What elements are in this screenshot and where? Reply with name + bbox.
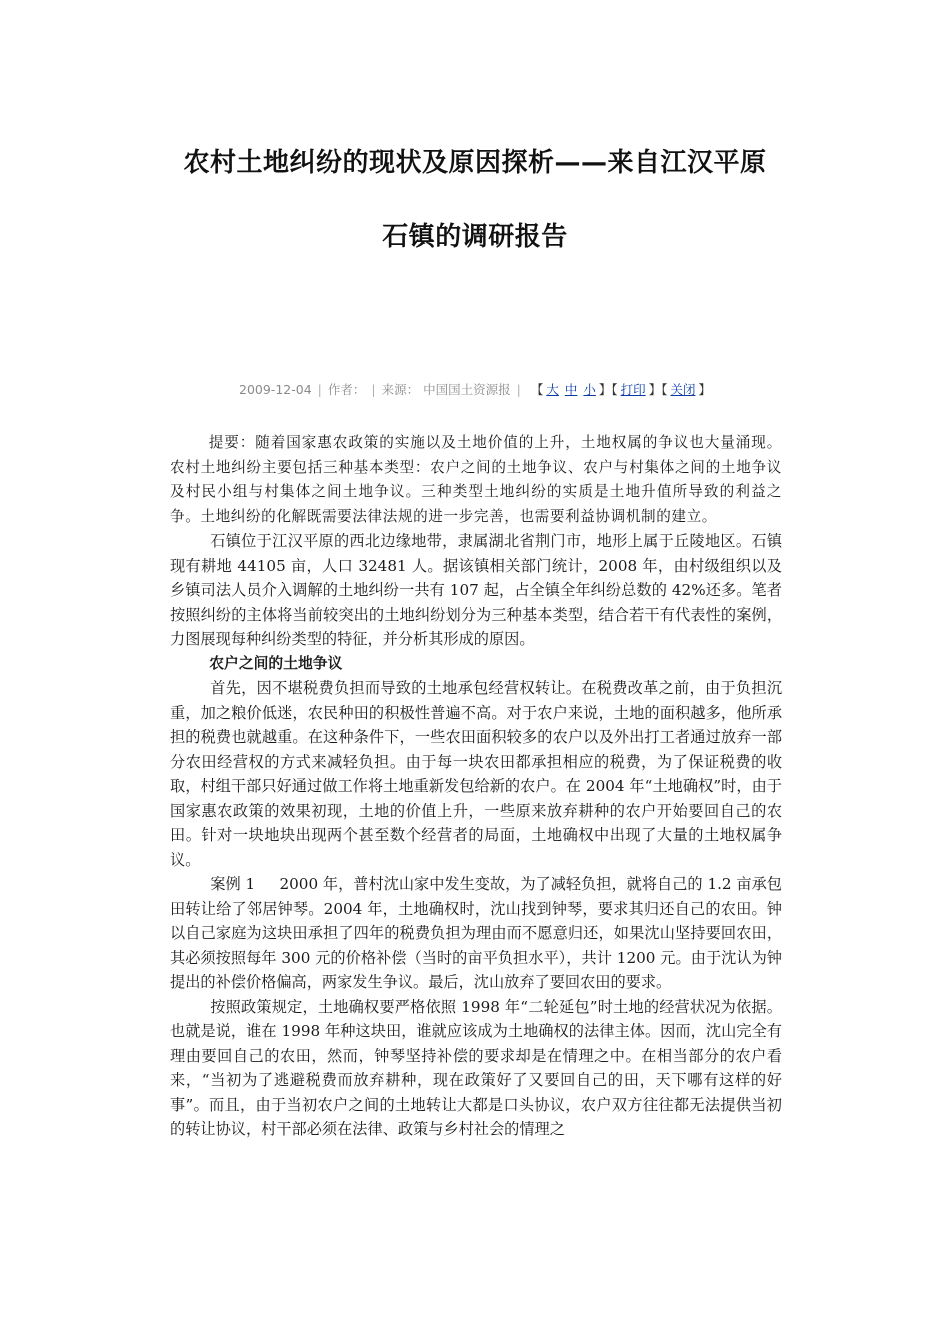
case-label: 案例 1 [210,875,256,893]
section-heading: 农户之间的土地争议 [209,654,343,672]
font-size-large-link[interactable]: 大 [546,382,559,397]
bracket-close: 】 [648,382,662,397]
case-text: 2000 年，普村沈山家中发生变故，为了减轻负担，就将自己的 1.2 亩承包田转让给了邻居钟琴。2004 年，土地确权时，沈山找到钟琴，要求其归还自己的农田。钟以自己家庭为这块田承担了四年的税费负担为理由而不愿意归还，如果沈山坚持要回农田，其必须按照每年 300 元的价格补偿（当时的亩平负担水平），共计 1200 元。由于沈认为钟提出的补偿价格偏高，两家发生争议。最后，沈山放弃了要回农田的要求。 [170,875,782,991]
meta-divider: | [371,382,376,397]
bracket-open: 【 [611,382,618,397]
font-size-medium-link[interactable]: 中 [564,382,578,397]
bracket-open: 【 [661,382,668,397]
abstract-paragraph: 提要：随着国家惠农政策的实施以及土地价值的上升，土地权属的争议也大量涌现。农村土地纠纷主要包括三种基本类型：农户之间的土地争议、农户与村集体之间的土地争议及村民小组与村集体之间土地争议。三种类型土地纠纷的实质是土地升值所导致的利益之争。土地纠纷的化解既需要法律法规的进一步完善，也需要利益协调机制的建立。 [170,434,782,525]
bracket-close: 】 [698,382,711,397]
bracket-close: 】 [598,382,612,397]
article-title-line-1: 农村土地纠纷的现状及原因探析——来自江汉平原 [183,148,767,178]
author-label: 作者： [327,382,366,397]
close-link[interactable]: 关闭 [670,382,696,397]
font-size-small-link[interactable]: 小 [583,382,596,397]
case-paragraph [170,872,782,995]
source-label: 来源： [381,382,420,397]
article-body [170,431,782,1142]
print-link[interactable]: 打印 [620,382,646,397]
body-paragraph: 按照政策规定，土地确权要严格依照 1998 年“二轮延包”时土地的经营状况为依据。也就是说，谁在 1998 年种这块田，谁就应该成为土地确权的法律主体。因而，沈山完全有理由要回自己的农田，然而，钟琴坚持补偿的要求却是在情理之中。在相当部分的农户看来，“当初为了逃避税费而放弃耕种，现在政策好了又要回自己的田，天下哪有这样的好事”。而且，由于当初农户之间的土地转让大都是口头协议，农户双方往往都无法提供当初的转让协议，村干部必须在法律、政策与乡村社会的情理之 [170,997,782,1138]
meta-divider: | [516,382,521,397]
article-meta-bar [120,380,830,398]
bracket-open: 【 [530,382,544,397]
source-name: 中国国土资源报 [423,382,511,397]
body-paragraph: 首先，因不堪税费负担而导致的土地承包经营权转让。在税费改革之前，由于负担沉重，加之粮价低迷，农民种田的积极性普遍不高。对于农户来说，土地的面积越多，他所承担的税费也就越重。在这种条件下，一些农田面积较多的农户以及外出打工者通过放弃一部分农田经营权的方式来减轻负担。由于每一块农田都承担相应的税费，为了保证税费的收取，村组干部只好通过做工作将土地重新发包给新的农户。在 2004 年“土地确权”时，由于国家惠农政策的效果初现，土地的价值上升，一些原来放弃耕种的农户开始要回自己的农田。针对一块地块出现两个甚至数个经营者的局面，土地确权中出现了大量的土地权属争议。 [170,679,782,869]
article-title-line-2: 石镇的调研报告 [382,222,568,252]
intro-paragraph: 石镇位于江汉平原的西北边缘地带，隶属湖北省荆门市，地形上属于丘陵地区。石镇现有耕地 44105 亩，人口 32481 人。据该镇相关部门统计，2008 年，由村级组织以及乡镇司法人员介入调解的土地纠纷一共有 107 起，占全镇全年纠纷总数的 42%还多。笔者按照纠纷的主体将当前较突出的土地纠纷划分为三种基本类型，结合若干有代表性的案例，力图展现每种纠纷类型的特征，并分析其形成的原因。 [170,532,782,648]
publish-date: 2009-12-04 [239,382,312,397]
meta-divider: | [317,382,322,397]
